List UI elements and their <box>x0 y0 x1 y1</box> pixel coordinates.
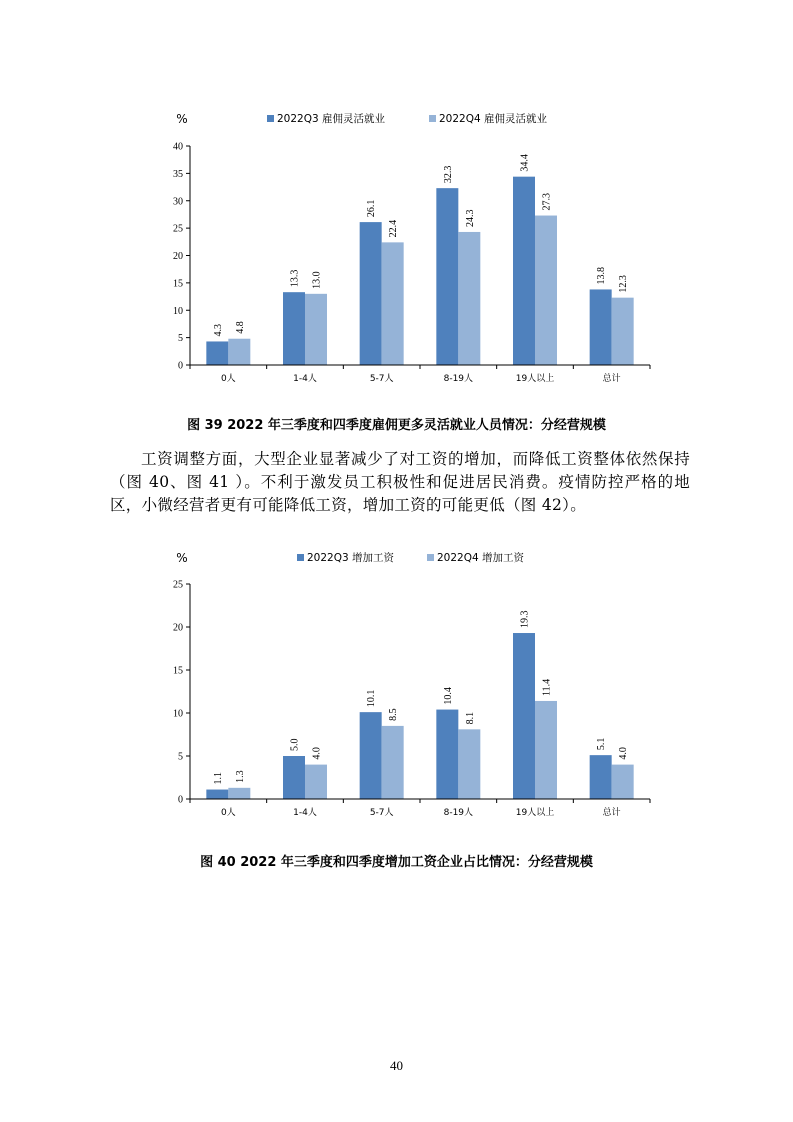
y-tick-label: 10 <box>173 305 183 317</box>
figure-40-caption: 图 40 2022 年三季度和四季度增加工资企业占比情况：分经营规模 <box>200 855 593 870</box>
data-label: 13.0 <box>311 271 323 289</box>
data-label: 4.0 <box>311 747 323 760</box>
y-unit-label: % <box>176 112 188 126</box>
paragraph-text: 工资调整方面，大型企业显著减少了对工资的增加，而降低工资整体依然保持（图 40、图 41 ）。不利于激发员工积极性和促进居民消费。疫情防控严格的地区，小微经营者更有可能降低工资，增加工资的可能更低（图 42）。 <box>110 450 690 514</box>
bar-s2-1 <box>228 339 250 365</box>
bar-s1-3 <box>360 222 382 365</box>
y-tick-label: 30 <box>173 196 183 208</box>
x-tick-label: 1-4人 <box>293 808 317 818</box>
bar-s1-2 <box>283 756 305 799</box>
bar-s2-2 <box>305 765 327 799</box>
x-tick-label: 8-19人 <box>443 808 474 818</box>
figure-40-svg <box>0 545 793 835</box>
data-label: 5.1 <box>596 737 608 751</box>
bar-s1-1 <box>206 341 228 365</box>
legend-label-1: 2022Q3 增加工资 <box>307 552 395 564</box>
bar-s1-2 <box>283 292 305 365</box>
x-tick-label: 1-4人 <box>293 374 317 384</box>
x-tick-label: 5-7人 <box>369 374 394 384</box>
x-tick-label: 8-19人 <box>443 374 474 384</box>
bar-s2-1 <box>228 788 250 799</box>
bar-s2-4 <box>458 232 480 365</box>
bar-s1-1 <box>206 790 228 799</box>
y-tick-label: 25 <box>173 579 183 591</box>
data-label: 27.3 <box>541 193 553 211</box>
bar-s2-5 <box>535 701 557 799</box>
bar-s1-5 <box>513 633 535 799</box>
legend-swatch-2 <box>429 115 436 122</box>
legend-label-2: 2022Q4 雇佣灵活就业 <box>439 113 548 125</box>
x-tick-label: 总计 <box>602 808 621 818</box>
x-tick-label: 19人以上 <box>515 808 555 818</box>
data-label: 34.4 <box>519 154 531 172</box>
y-tick-label: 5 <box>178 333 183 345</box>
x-tick-label: 总计 <box>602 374 621 384</box>
y-tick-label: 20 <box>173 622 183 634</box>
data-label: 12.3 <box>618 275 630 293</box>
y-tick-label: 35 <box>173 168 183 180</box>
data-label: 4.8 <box>234 321 246 334</box>
data-label: 13.3 <box>289 269 301 288</box>
data-label: 10.4 <box>442 687 454 705</box>
y-tick-label: 5 <box>178 751 183 763</box>
y-tick-label: 15 <box>173 665 183 677</box>
data-label: 4.3 <box>212 323 224 337</box>
data-label: 5.0 <box>289 738 301 751</box>
bar-s1-6 <box>590 755 612 799</box>
y-tick-label: 10 <box>173 708 183 720</box>
body-paragraph <box>110 448 690 517</box>
y-tick-label: 15 <box>173 278 183 290</box>
data-label: 8.5 <box>388 708 400 721</box>
data-label: 10.1 <box>366 689 378 708</box>
data-label: 32.3 <box>442 165 454 184</box>
data-label: 22.4 <box>388 219 400 238</box>
y-tick-label: 0 <box>178 360 183 372</box>
data-label: 24.3 <box>464 209 476 227</box>
y-tick-label: 25 <box>173 223 183 235</box>
y-unit-label: % <box>176 551 188 565</box>
legend-label-1: 2022Q3 雇佣灵活就业 <box>277 113 386 125</box>
data-label: 4.0 <box>618 747 630 760</box>
bar-s1-3 <box>360 712 382 799</box>
legend-label-2: 2022Q4 增加工资 <box>437 552 525 564</box>
figure-39-svg <box>0 105 793 405</box>
data-label: 1.3 <box>234 770 246 783</box>
y-tick-label: 40 <box>173 141 183 153</box>
data-label: 11.4 <box>541 678 553 696</box>
bar-s2-3 <box>382 726 404 799</box>
bar-s1-4 <box>436 710 458 799</box>
bar-s1-6 <box>590 289 612 365</box>
figure-39-chart <box>0 105 793 405</box>
x-tick-label: 0人 <box>220 808 236 818</box>
data-label: 26.1 <box>366 199 378 218</box>
data-label: 8.1 <box>464 711 476 725</box>
bar-s2-6 <box>612 298 634 365</box>
figure-39-caption: 图 39 2022 年三季度和四季度雇佣更多灵活就业人员情况：分经营规模 <box>187 418 606 433</box>
bar-s1-4 <box>436 188 458 365</box>
bar-s2-4 <box>458 729 480 799</box>
x-tick-label: 19人以上 <box>515 374 555 384</box>
bar-s2-6 <box>612 765 634 799</box>
y-tick-label: 0 <box>178 794 183 806</box>
y-tick-label: 20 <box>173 251 183 262</box>
bar-s1-5 <box>513 177 535 365</box>
figure-40-chart <box>0 545 793 835</box>
page-number: 40 <box>390 1058 403 1073</box>
x-tick-label: 0人 <box>220 374 236 384</box>
data-label: 13.8 <box>596 266 608 285</box>
bar-s2-5 <box>535 216 557 365</box>
data-label: 1.1 <box>212 772 224 785</box>
x-tick-label: 5-7人 <box>369 808 394 818</box>
bar-s2-3 <box>382 242 404 365</box>
bar-s2-2 <box>305 294 327 365</box>
legend-swatch-1 <box>297 554 304 561</box>
data-label: 19.3 <box>519 610 531 629</box>
legend-swatch-1 <box>267 115 274 122</box>
legend-swatch-2 <box>427 554 434 561</box>
